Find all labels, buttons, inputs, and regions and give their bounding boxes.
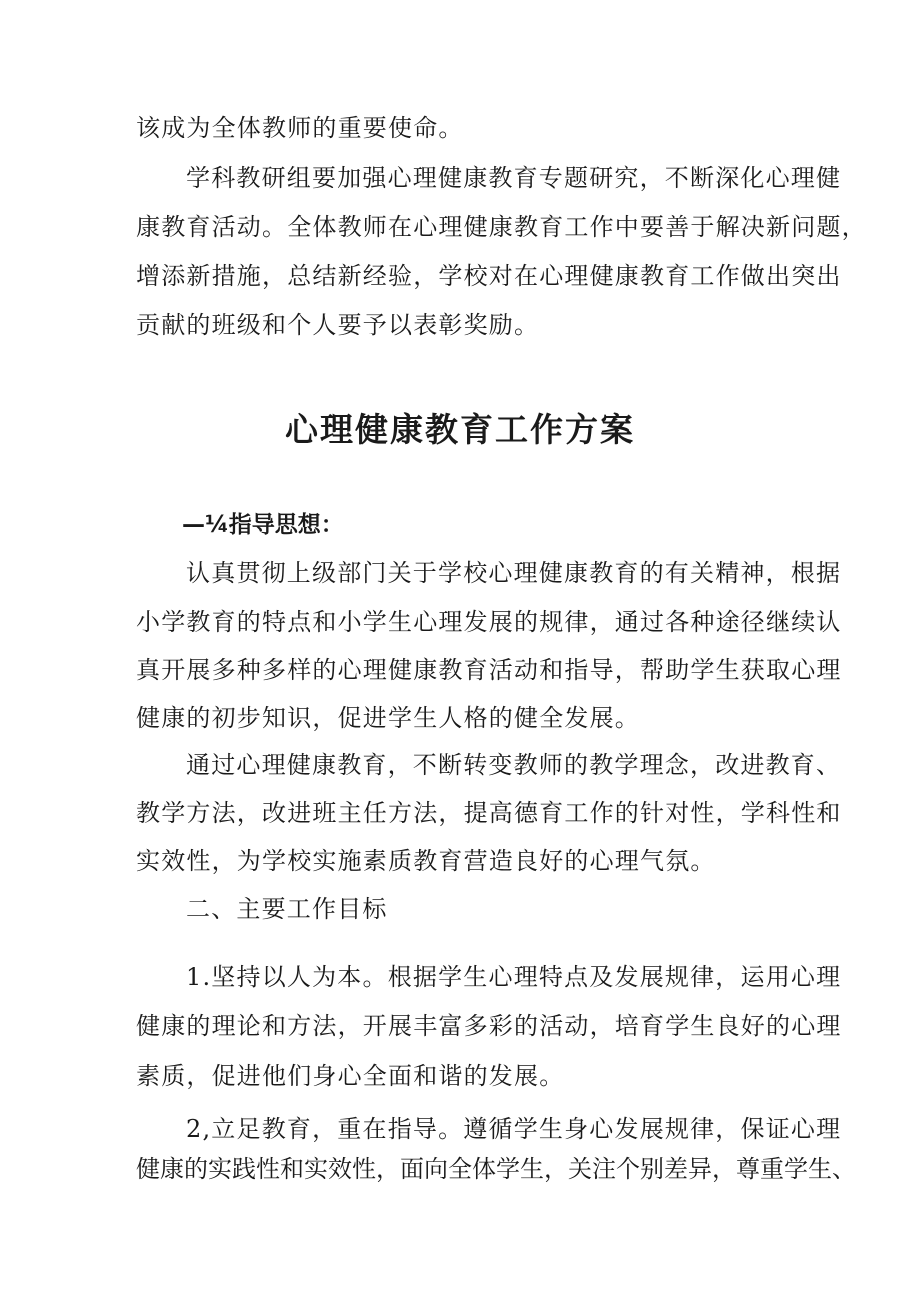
intro-line-4: 增添新措施，总结新经验，学校对在心理健康教育工作做出突出 <box>136 262 842 290</box>
item-1-line-1: 1.坚持以人为本。根据学生心理特点及发展规律，运用心理 <box>186 963 842 991</box>
section-1-p2-line-2: 教学方法，改进班主任方法，提高德育工作的针对性，学科性和 <box>136 799 842 827</box>
item-2-line-1: 2,立足教育，重在指导。遵循学生身心发展规律，保证心理 <box>186 1115 842 1143</box>
section-2-heading: 二、主要工作目标 <box>186 895 388 923</box>
intro-line-5: 贡献的班级和个人要予以表彰奖励。 <box>136 311 540 339</box>
item-1-line-2: 健康的理论和方法，开展丰富多彩的活动，培育学生良好的心理 <box>136 1012 842 1040</box>
document-title: 心理健康教育工作方案 <box>285 410 635 449</box>
section-1-p1-line-2: 小学教育的特点和小学生心理发展的规律，通过各种途径继续认 <box>136 608 842 636</box>
section-1-p2-line-3: 实效性，为学校实施素质教育营造良好的心理气氛。 <box>136 847 716 875</box>
intro-line-2: 学科教研组要加强心理健康教育专题研究，不断深化心理健 <box>186 164 842 192</box>
section-1-heading: —¼指导思想： <box>182 512 344 538</box>
section-1-p1-line-3: 真开展多种多样的心理健康教育活动和指导，帮助学生获取心理 <box>136 656 842 684</box>
section-1-p1-line-4: 健康的初步知识，促进学生人格的健全发展。 <box>136 704 640 732</box>
intro-line-1: 该成为全体教师的重要使命。 <box>136 114 464 142</box>
section-1-p1-line-1: 认真贯彻上级部门关于学校心理健康教育的有关精神，根据 <box>186 559 842 587</box>
item-2-line-2: 健康的实践性和实效性，面向全体学生，关注个别差异，尊重学生、 <box>136 1155 856 1183</box>
item-1-line-3: 素质，促进他们身心全面和谐的发展。 <box>136 1062 565 1090</box>
section-1-p2-line-1: 通过心理健康教育，不断转变教师的教学理念，改进教育、 <box>186 751 842 779</box>
intro-line-3: 康教育活动。全体教师在心理健康教育工作中要善于解决新问题， <box>136 213 867 241</box>
